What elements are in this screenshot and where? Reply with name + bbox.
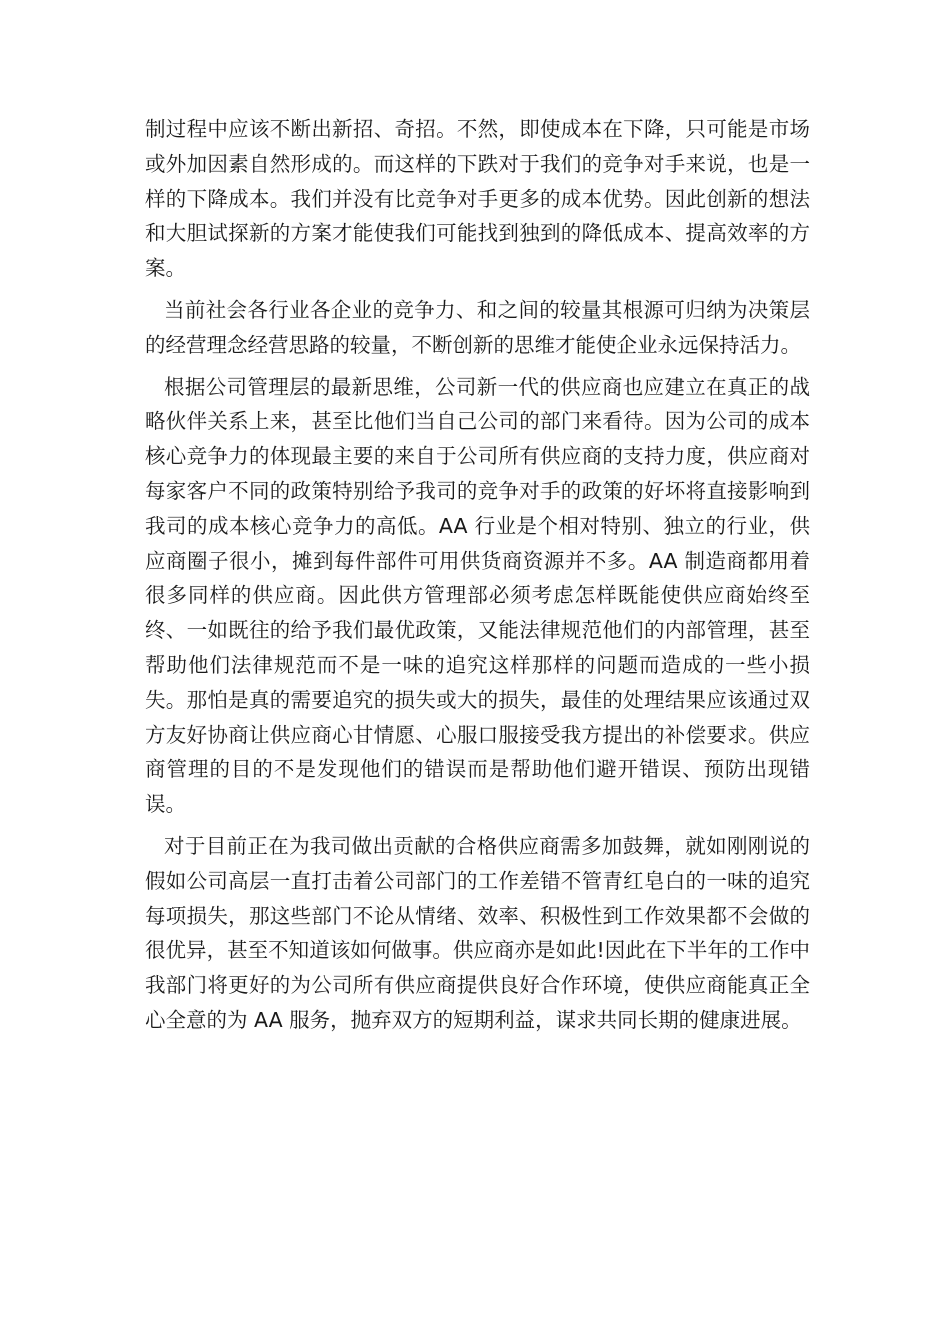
document-body — [145, 112, 810, 1045]
paragraph-1: 制过程中应该不断出新招、奇招。不然，即使成本在下降，只可能是市场或外加因素自然形成的。而这样的下跌对于我们的竞争对手来说，也是一样的下降成本。我们并没有比竞争对手更多的成本优势。因此创新的想法和大胆试探新的方案才能使我们可能找到独到的降低成本、提高效率的方案。 — [145, 117, 810, 281]
paragraph-3: 根据公司管理层的最新思维，公司新一代的供应商也应建立在真正的战略伙伴关系上来，甚至比他们当自己公司的部门来看待。因为公司的成本核心竞争力的体现最主要的来自于公司所有供应商的支持力度，供应商对每家客户不同的政策特别给予我司的竞争对手的政策的好坏将直接影响到我司的成本核心竞争力的高低。AA 行业是个相对特别、独立的行业，供应商圈子很小，摊到每件部件可用供货商资源并不多。AA 制造商都用着很多同样的供应商。因此供方管理部必须考虑怎样既能使供应商始终至终、一如既往的给予我们最优政策，又能法律规范他们的内部管理，甚至帮助他们法律规范而不是一味的追究这样那样的问题而造成的一些小损失。那怕是真的需要追究的损失或大的损失，最佳的处理结果应该通过双方友好协商让供应商心甘情愿、心服口服接受我方提出的补偿要求。供应商管理的目的不是发现他们的错误而是帮助他们避开错误、预防出现错误。 — [145, 374, 810, 817]
paragraph-4: 对于目前正在为我司做出贡献的合格供应商需多加鼓舞，就如刚刚说的假如公司高层一直打击着公司部门的工作差错不管青红皂白的一味的追究每项损失，那这些部门不论从情绪、效率、积极性到工作效果都不会做的很优异，甚至不知道该如何做事。供应商亦是如此!因此在下半年的工作中我部门将更好的为公司所有供应商提供良好合作环境，使供应商能真正全心全意的为 AA 服务，抛弃双方的短期利益，谋求共同长期的健康进展。 — [145, 833, 810, 1032]
paragraph-2: 当前社会各行业各企业的竞争力、和之间的较量其根源可归纳为决策层的经营理念经营思路的较量，不断创新的思维才能使企业永远保持活力。 — [145, 297, 810, 357]
